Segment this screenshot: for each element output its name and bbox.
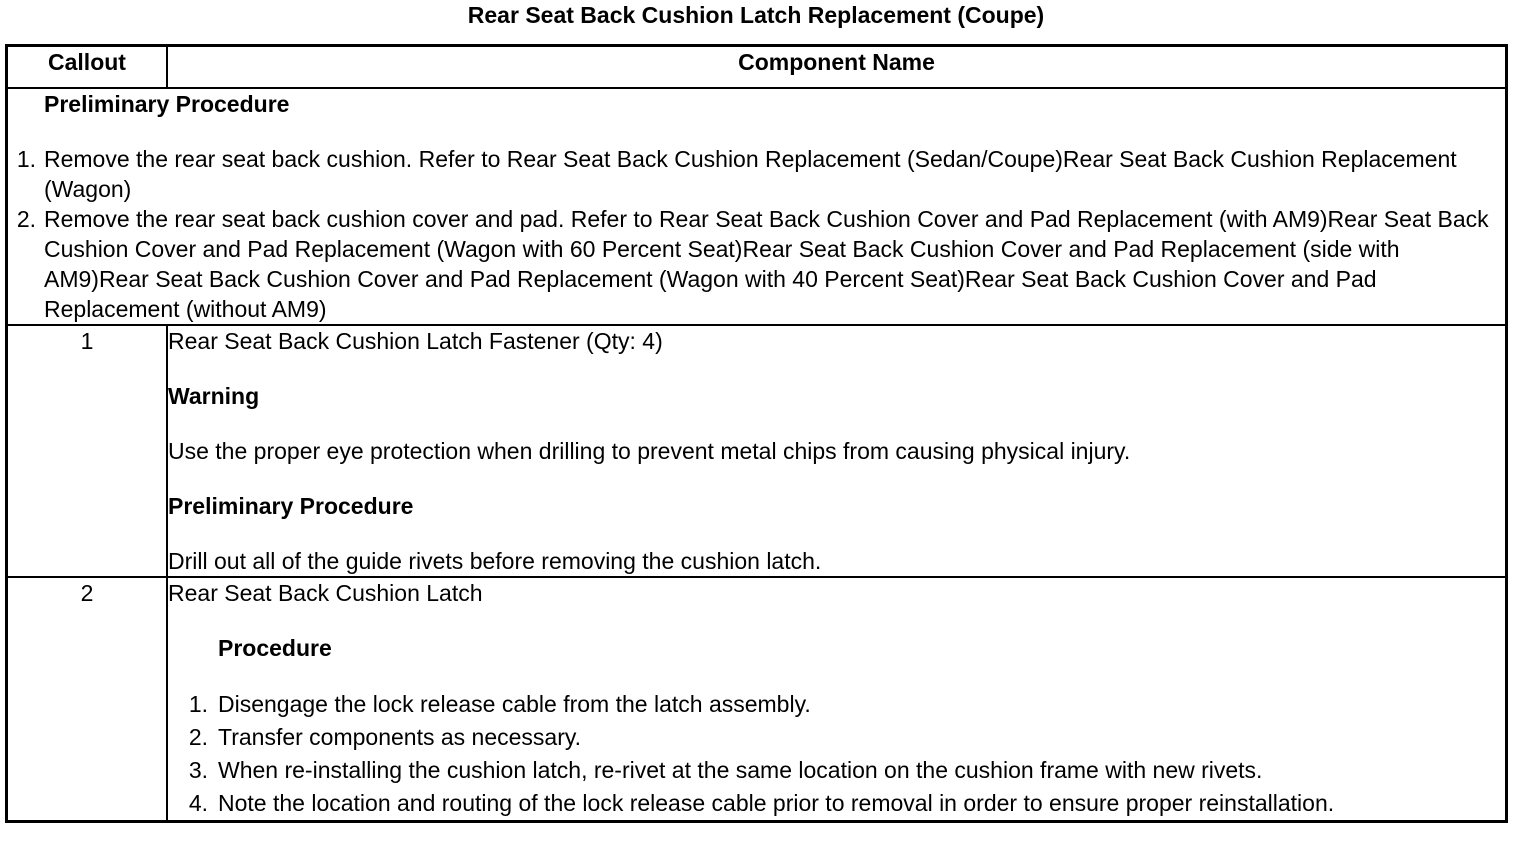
component-name: Rear Seat Back Cushion Latch Fastener (Qty: 4) <box>168 328 663 354</box>
component-name-column-header: Component Name <box>167 46 1507 89</box>
step-number: 1. <box>188 691 208 717</box>
list-item <box>168 754 1505 787</box>
preliminary-procedure-heading: Preliminary Procedure <box>168 493 414 519</box>
step-number: 4. <box>188 790 208 816</box>
callout-table <box>5 44 1508 823</box>
step-text: Disengage the lock release cable from the latch assembly. <box>218 691 811 717</box>
preliminary-procedure-row <box>7 88 1507 325</box>
step-number: 2. <box>16 206 36 232</box>
procedure-heading: Procedure <box>218 635 332 661</box>
warning-heading: Warning <box>168 383 260 409</box>
table-row <box>7 325 1507 577</box>
warning-text: Use the proper eye protection when drilling to prevent metal chips from causing physical injury. <box>168 438 1131 464</box>
component-cell <box>167 325 1507 577</box>
list-item <box>8 144 1505 204</box>
table-row <box>7 577 1507 822</box>
callout-number: 2 <box>7 577 168 822</box>
component-cell <box>167 577 1507 822</box>
callout-column-header: Callout <box>7 46 168 89</box>
table-header-row <box>7 46 1507 89</box>
preliminary-steps-list <box>8 144 1505 324</box>
preliminary-procedure-heading: Preliminary Procedure <box>44 91 290 117</box>
list-item <box>168 721 1505 754</box>
step-text: Transfer components as necessary. <box>218 724 582 750</box>
preliminary-procedure-text: Drill out all of the guide rivets before removing the cushion latch. <box>168 548 822 574</box>
step-text: Remove the rear seat back cushion cover and pad. Refer to Rear Seat Back Cushion Cover and Pad Replacement (with AM9)Rear Seat Back Cushion Cover and Pad Replacement (Wagon with 60 Percent Seat)Rear Seat Back Cushion Cover and Pad Replacement (side with AM9)Rear Seat Back Cushion Cover and Pad Replacement (Wagon with 40 Percent Seat)Rear Seat Back Cushion Cover and Pad Replacement (without AM9) <box>44 206 1489 322</box>
step-number: 3. <box>188 757 208 783</box>
step-text: Remove the rear seat back cushion. Refer to Rear Seat Back Cushion Replacement (Sedan/Coupe)Rear Seat Back Cushion Replacement (Wagon) <box>44 146 1457 202</box>
list-item <box>168 688 1505 721</box>
component-name: Rear Seat Back Cushion Latch <box>168 580 483 606</box>
procedure-steps-list <box>168 688 1505 820</box>
callout-number: 1 <box>7 325 168 577</box>
step-number: 2. <box>188 724 208 750</box>
step-number: 1. <box>16 146 36 172</box>
list-item <box>8 204 1505 324</box>
list-item <box>168 787 1505 820</box>
preliminary-procedure-cell <box>7 88 1507 325</box>
step-text: When re-installing the cushion latch, re-rivet at the same location on the cushion frame with new rivets. <box>218 757 1263 783</box>
document-title: Rear Seat Back Cushion Latch Replacement (Coupe) <box>467 2 1045 28</box>
step-text: Note the location and routing of the lock release cable prior to removal in order to ensure proper reinstallation. <box>218 790 1335 816</box>
